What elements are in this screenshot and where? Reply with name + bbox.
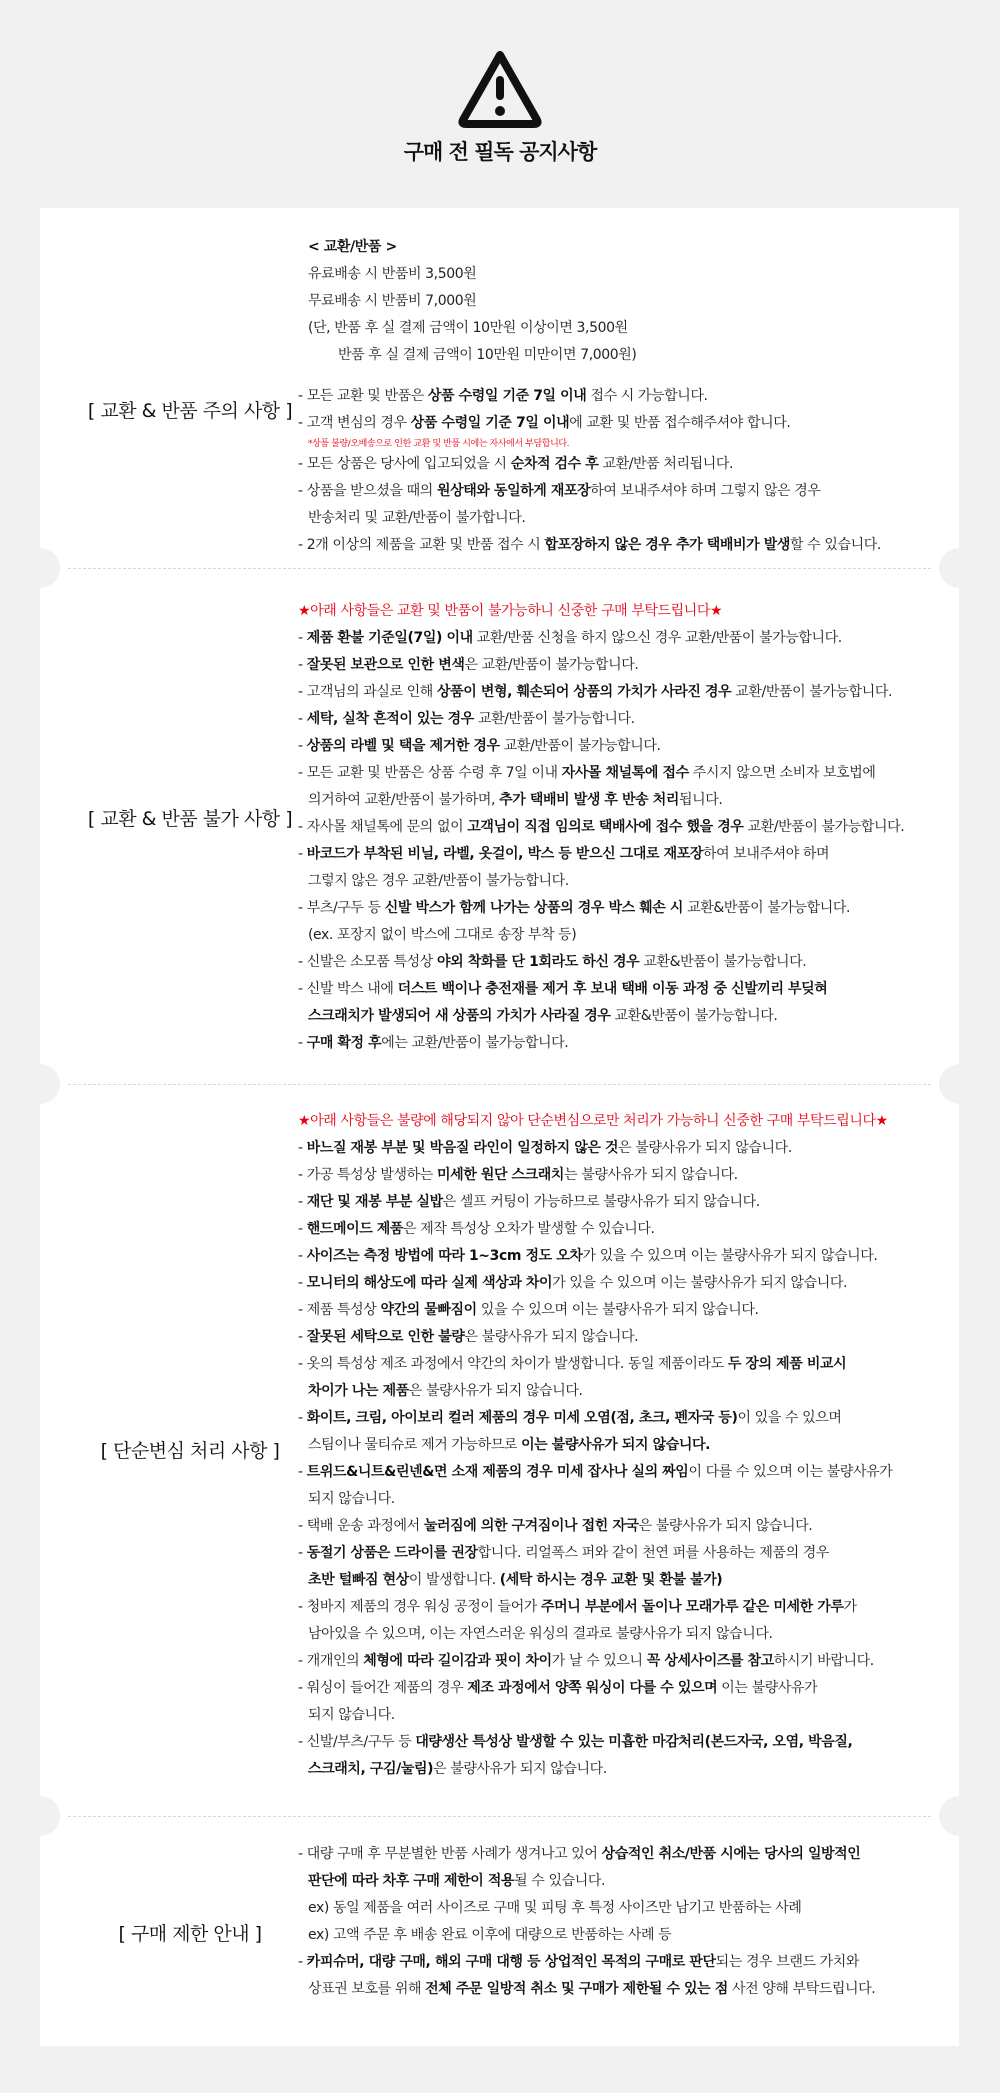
notice-line — [298, 1675, 958, 1702]
emphasis-text: 상습적인 취소/반품 시에는 당사의 일방적인 — [601, 1846, 861, 1862]
line-text: - 제품 특성상 — [298, 1302, 381, 1318]
page-title: 구매 전 필독 공지사항 — [403, 140, 597, 164]
notice-line — [298, 288, 958, 315]
line-text: 교환/반품이 불가능합니다. — [499, 738, 661, 754]
notice-line — [298, 787, 958, 814]
line-text: - — [298, 738, 307, 754]
line-text: - 고객님의 과실로 인해 — [298, 684, 437, 700]
line-text: - 부츠/구두 등 — [298, 900, 385, 916]
notice-line — [298, 679, 958, 706]
emphasis-text: 더스트 백이나 충전재를 제거 후 보내 택배 이동 과정 중 신발끼리 부딪혀 — [397, 981, 828, 997]
line-text: 가 날 수 있으니 — [551, 1653, 647, 1669]
notice-line — [298, 652, 958, 679]
section-simple-change — [40, 1084, 959, 1820]
emphasis-text: 세탁, 실착 흔적이 있는 경우 — [306, 711, 474, 727]
line-text: - 워싱이 들어간 제품의 경우 — [298, 1680, 468, 1696]
notice-line — [298, 1922, 958, 1949]
line-text: 교환&반품이 불가능합니다. — [639, 954, 807, 970]
line-spacer — [298, 369, 958, 383]
emphasis-text: 이는 불량사유가 되지 않습니다. — [521, 1437, 711, 1453]
notice-line — [298, 1486, 958, 1513]
line-text: 이 다를 수 있으며 이는 불량사유가 — [688, 1464, 893, 1480]
line-text: - — [298, 1275, 307, 1291]
emphasis-text: 상품의 라벨 및 택을 제거한 경우 — [306, 738, 500, 754]
notice-line — [298, 1270, 958, 1297]
notice-line — [298, 1594, 958, 1621]
line-text: 그렇지 않은 경우 교환/반품이 불가능합니다. — [308, 873, 569, 889]
emphasis-text: 약간의 물빠짐이 — [380, 1302, 477, 1318]
notice-line — [298, 410, 958, 437]
emphasis-text: 순차적 검수 후 — [510, 456, 599, 472]
line-text: 남아있을 수 있으며, 이는 자연스러운 워싱의 결과로 불량사유가 되지 않습니다. — [308, 1626, 773, 1642]
card-notch — [939, 548, 979, 588]
emphasis-text: 고객님이 직접 임의로 택배사에 접수 했을 경우 — [467, 819, 744, 835]
line-text: 은 불량사유가 되지 않습니다. — [618, 1140, 792, 1156]
line-text: - — [298, 1329, 307, 1345]
emphasis-text: 잘못된 세탁으로 인한 불량 — [306, 1329, 465, 1345]
notice-line — [298, 478, 958, 505]
notice-line — [298, 760, 958, 787]
line-text: (ex. 포장지 없이 박스에 그대로 송장 부착 등) — [308, 927, 577, 943]
line-text: 은 불량사유가 되지 않습니다. — [464, 1329, 639, 1345]
line-text: - 개개인의 — [298, 1653, 364, 1669]
line-text: 가 있을 수 있으며 이는 불량사유가 되지 않습니다. — [582, 1248, 878, 1264]
notice-line — [298, 895, 958, 922]
emphasis-text: 스크래치, 구김/눌림) — [308, 1761, 434, 1777]
card-notch — [20, 1796, 60, 1836]
card-notch — [20, 548, 60, 588]
line-text: 교환/반품이 불가능합니다. — [731, 684, 893, 700]
line-text: ex) 고액 주문 후 배송 완료 이후에 대량으로 반품하는 사례 등 — [308, 1927, 672, 1943]
emphasis-text: 사이즈는 측정 방법에 따라 1~3cm 정도 오차 — [306, 1248, 583, 1264]
notice-line — [298, 532, 958, 559]
line-text: 합니다. 리얼폭스 퍼와 같이 천연 퍼를 사용하는 제품의 경우 — [477, 1545, 830, 1561]
notice-line — [298, 234, 958, 261]
emphasis-text: 야외 착화를 단 1회라도 하신 경우 — [436, 954, 640, 970]
line-text: - 자사몰 채널톡에 문의 없이 — [298, 819, 468, 835]
notice-line — [298, 342, 958, 369]
section-label: [ 교환 & 반품 불가 사항 ] — [87, 808, 293, 830]
line-text: 유료배송 시 반품비 3,500원 — [308, 266, 477, 282]
emphasis-text: 화이트, 크림, 아이보리 컬러 제품의 경우 미세 오염(점, 초크, 펜자국 등) — [306, 1410, 738, 1426]
emphasis-text: 트위드&니트&린넨&면 소재 제품의 경우 미세 잡사나 실의 짜임 — [306, 1464, 689, 1480]
notice-line — [298, 1243, 958, 1270]
notice-line — [298, 814, 958, 841]
page-header — [0, 0, 1000, 200]
notice-line — [298, 1729, 958, 1756]
emphasis-text: 바느질 재봉 부분 및 박음질 라인이 일정하지 않은 것 — [306, 1140, 619, 1156]
line-text: 에 교환 및 반품 접수해주셔야 합니다. — [569, 415, 791, 431]
line-text: - 모든 교환 및 반품은 — [298, 388, 428, 404]
line-text: - 옷의 특성상 제조 과정에서 약간의 차이가 발생합니다. 동일 제품이라도 — [298, 1356, 728, 1372]
line-text: - — [298, 1954, 307, 1970]
line-text: - — [298, 1035, 307, 1051]
line-text: 되는 경우 브랜드 가치와 — [715, 1954, 860, 1970]
emphasis-text: 재단 및 재봉 부분 실밥 — [306, 1194, 443, 1210]
line-text: - — [298, 846, 307, 862]
line-text: 무료배송 시 반품비 7,000원 — [308, 293, 477, 309]
line-text: 하시기 바랍니다. — [773, 1653, 874, 1669]
emphasis-text: 제조 과정에서 양쪽 워싱이 다를 수 있으며 — [467, 1680, 718, 1696]
line-text: 될 수 있습니다. — [514, 1873, 606, 1889]
notice-line — [298, 1702, 958, 1729]
line-text: 반송처리 및 교환/반품이 불가합니다. — [308, 510, 526, 526]
emphasis-text: 스크래치가 발생되어 새 상품의 가치가 사라질 경우 — [308, 1008, 611, 1024]
line-text: - 택배 운송 과정에서 — [298, 1518, 424, 1534]
notice-line — [298, 1216, 958, 1243]
notice-line — [298, 1648, 958, 1675]
section-body — [298, 598, 958, 1057]
line-text: (단, 반품 후 실 결제 금액이 10만원 이상이면 3,500원 — [308, 320, 628, 336]
section-exchange-impossible — [40, 568, 959, 1070]
emphasis-text: 판단에 따라 차후 구매 제한이 적용 — [308, 1873, 515, 1889]
line-text: 가 — [843, 1599, 857, 1615]
warning-triangle-icon — [456, 48, 544, 130]
line-text: - — [298, 630, 307, 646]
notice-line — [298, 315, 958, 342]
line-text: - 신발은 소모품 특성상 — [298, 954, 437, 970]
section-body — [298, 1108, 958, 1783]
emphasis-text: < 교환/반품 > — [308, 239, 397, 255]
card-notch — [939, 1064, 979, 1104]
line-text: - — [298, 1248, 307, 1264]
notice-line — [298, 1378, 958, 1405]
emphasis-text: 눌러짐에 의한 구겨짐이나 접힌 자국 — [423, 1518, 639, 1534]
emphasis-text: 상품이 변형, 훼손되어 상품의 가치가 사라진 경우 — [436, 684, 732, 700]
line-text: 은 교환/반품이 불가능합니다. — [464, 657, 639, 673]
section-label: [ 교환 & 반품 주의 사항 ] — [87, 400, 293, 422]
emphasis-text: (세탁 하시는 경우 교환 및 환불 불가) — [499, 1572, 723, 1588]
emphasis-text: 전체 주문 일방적 취소 및 구매가 제한될 수 있는 점 — [425, 1981, 728, 1997]
notice-line — [298, 383, 958, 410]
line-text: - — [298, 1194, 307, 1210]
notice-line — [298, 1135, 958, 1162]
notice-line — [298, 1189, 958, 1216]
line-text: - 청바지 제품의 경우 워싱 공정이 들어가 — [298, 1599, 541, 1615]
line-text: 할 수 있습니다. — [789, 537, 881, 553]
notice-line — [298, 1540, 958, 1567]
notice-line — [298, 1976, 958, 2003]
section-body — [298, 1841, 958, 2003]
section-purchase-limit — [40, 1816, 959, 2046]
line-text: - — [298, 1410, 307, 1426]
notice-line — [298, 922, 958, 949]
emphasis-text: 차이가 나는 제품 — [308, 1383, 409, 1399]
line-text: - — [298, 1221, 307, 1237]
emphasis-text: 두 장의 제품 비교시 — [727, 1356, 847, 1372]
notice-line — [298, 451, 958, 478]
line-text: - 가공 특성상 발생하는 — [298, 1167, 437, 1183]
section-body — [298, 234, 958, 559]
section-label: [ 단순변심 처리 사항 ] — [100, 1440, 280, 1462]
line-text: - 대량 구매 후 무분별한 반품 사례가 생겨나고 있어 — [298, 1846, 602, 1862]
notice-line — [298, 1513, 958, 1540]
emphasis-text: 구매 확정 후 — [306, 1035, 382, 1051]
notice-line — [298, 1108, 958, 1135]
emphasis-text: 체형에 따라 길이감과 핏이 차이 — [363, 1653, 552, 1669]
line-text: ★아래 사항들은 교환 및 반품이 불가능하니 신중한 구매 부탁드립니다★ — [298, 603, 723, 619]
notice-line — [298, 1324, 958, 1351]
line-text: 되지 않습니다. — [308, 1707, 395, 1723]
line-text: 은 불량사유가 되지 않습니다. — [433, 1761, 607, 1777]
line-text: 하여 보내주셔야 하며 그렇지 않은 경우 — [590, 483, 821, 499]
emphasis-text: 꼭 상세사이즈를 참고 — [646, 1653, 774, 1669]
line-text: - 신발/부츠/구두 등 — [298, 1734, 416, 1750]
line-text: 되지 않습니다. — [308, 1491, 395, 1507]
emphasis-text: 자사몰 채널톡에 접수 — [561, 765, 689, 781]
emphasis-text: 핸드메이드 제품 — [306, 1221, 404, 1237]
line-text: 교환/반품 신청을 하지 않으신 경우 교환/반품이 불가능합니다. — [472, 630, 842, 646]
line-text: 있을 수 있으며 이는 불량사유가 되지 않습니다. — [476, 1302, 759, 1318]
notice-line — [298, 625, 958, 652]
line-text: 스팀이나 물티슈로 제거 가능하므로 — [308, 1437, 522, 1453]
line-text: - 모든 교환 및 반품은 상품 수령 후 7일 이내 — [298, 765, 562, 781]
emphasis-text: 바코드가 부착된 비닐, 라벨, 옷걸이, 박스 등 받으신 그대로 재포장 — [306, 846, 703, 862]
emphasis-text: 상품 수령일 기준 7일 이내 — [427, 388, 587, 404]
line-text: 사전 양해 부탁드립니다. — [727, 1981, 876, 1997]
line-text: - — [298, 657, 307, 673]
line-text: 교환/반품이 불가능합니다. — [473, 711, 635, 727]
line-text: 됩니다. — [679, 792, 723, 808]
notice-line — [298, 598, 958, 625]
notice-line — [298, 733, 958, 760]
line-text: - — [298, 1545, 307, 1561]
emphasis-text: 미세한 원단 스크래치 — [436, 1167, 565, 1183]
emphasis-text: 추가 택배비 발생 후 반송 처리 — [499, 792, 679, 808]
notice-line — [298, 1162, 958, 1189]
line-text: 은 셀프 커팅이 가능하므로 불량사유가 되지 않습니다. — [442, 1194, 760, 1210]
notice-line — [298, 1868, 958, 1895]
line-text: 은 불량사유가 되지 않습니다. — [638, 1518, 813, 1534]
emphasis-text: 초반 털빠짐 현상 — [308, 1572, 409, 1588]
notice-line — [298, 1841, 958, 1868]
notice-line — [298, 437, 958, 451]
emphasis-text: 카피슈머, 대량 구매, 해외 구매 대행 등 상업적인 목적의 구매로 판단 — [306, 1954, 716, 1970]
notice-line — [298, 1756, 958, 1783]
line-text: ★아래 사항들은 불량에 해당되지 않아 단순변심으로만 처리가 가능하니 신중한 구매 부탁드립니다★ — [298, 1113, 888, 1129]
line-text: 접수 시 가능합니다. — [586, 388, 708, 404]
line-text: 이는 불량사유가 — [717, 1680, 818, 1696]
notice-line — [298, 949, 958, 976]
notice-line — [298, 1895, 958, 1922]
notice-line — [298, 1405, 958, 1432]
line-text: 반품 후 실 결제 금액이 10만원 미만이면 7,000원) — [338, 347, 637, 363]
line-text: 는 불량사유가 되지 않습니다. — [564, 1167, 738, 1183]
line-text: 의거하여 교환/반품이 불가하며, — [308, 792, 500, 808]
emphasis-text: 원상태와 동일하게 재포장 — [436, 483, 591, 499]
line-text: 교환&반품이 불가능합니다. — [610, 1008, 778, 1024]
emphasis-text: 잘못된 보관으로 인한 변색 — [306, 657, 465, 673]
line-text: - — [298, 1140, 307, 1156]
line-text: ex) 동일 제품을 여러 사이즈로 구매 및 피팅 후 특정 사이즈만 남기고 반품하는 사례 — [308, 1900, 802, 1916]
line-text: - 모든 상품은 당사에 입고되었을 시 — [298, 456, 511, 472]
emphasis-text: 신발 박스가 함께 나가는 상품의 경우 박스 훼손 시 — [384, 900, 684, 916]
emphasis-text: 모니터의 해상도에 따라 실제 색상과 차이 — [306, 1275, 553, 1291]
notice-line — [298, 1030, 958, 1057]
line-text: 주시지 않으면 소비자 보호법에 — [688, 765, 876, 781]
line-text: 가 있을 수 있으며 이는 불량사유가 되지 않습니다. — [552, 1275, 848, 1291]
line-text: - 2개 이상의 제품을 교환 및 반품 접수 시 — [298, 537, 545, 553]
notice-line — [298, 1949, 958, 1976]
section-label: [ 구매 제한 안내 ] — [118, 1923, 262, 1945]
line-text: - 상품을 받으셨을 때의 — [298, 483, 437, 499]
line-text: 에는 교환/반품이 불가능합니다. — [381, 1035, 569, 1051]
emphasis-text: 상품 수령일 기준 7일 이내 — [410, 415, 570, 431]
line-text: 교환/반품 처리됩니다. — [598, 456, 733, 472]
line-text: 하여 보내주셔야 하며 — [702, 846, 830, 862]
card-notch — [20, 1064, 60, 1104]
line-text: 이 있을 수 있으며 — [737, 1410, 842, 1426]
line-text: 상표권 보호를 위해 — [308, 1981, 426, 1997]
line-text: - — [298, 711, 307, 727]
notice-line — [298, 1459, 958, 1486]
notice-line — [298, 505, 958, 532]
line-text: 은 제작 특성상 오차가 발생할 수 있습니다. — [403, 1221, 655, 1237]
line-text: 이 발생합니다. — [408, 1572, 500, 1588]
emphasis-text: 대량생산 특성상 발생할 수 있는 미흡한 마감처리(본드자국, 오염, 박음질, — [415, 1734, 853, 1750]
line-text: - 신발 박스 내에 — [298, 981, 398, 997]
notice-line — [298, 261, 958, 288]
notice-line — [298, 1567, 958, 1594]
notice-line — [298, 1432, 958, 1459]
notice-line — [298, 976, 958, 1003]
notice-line — [298, 706, 958, 733]
notice-line — [298, 1621, 958, 1648]
card-notch — [939, 1796, 979, 1836]
notice-line — [298, 841, 958, 868]
notice-line — [298, 1351, 958, 1378]
emphasis-text: 동절기 상품은 드라이를 권장 — [306, 1545, 478, 1561]
notice-card — [40, 208, 959, 2046]
line-text: - — [298, 1464, 307, 1480]
line-text: 교환/반품이 불가능합니다. — [743, 819, 905, 835]
emphasis-text: 주머니 부분에서 돌이나 모래가루 같은 미세한 가루 — [541, 1599, 844, 1615]
notice-line — [298, 1297, 958, 1324]
emphasis-text: 합포장하지 않은 경우 추가 택배비가 발생 — [544, 537, 790, 553]
notice-line — [298, 1003, 958, 1030]
line-text: - 고객 변심의 경우 — [298, 415, 411, 431]
section-exchange-caution — [40, 208, 959, 568]
line-text: *상품 불량/오배송으로 인한 교환 및 반품 시에는 자사에서 부담합니다. — [308, 439, 570, 449]
line-text: 은 불량사유가 되지 않습니다. — [408, 1383, 583, 1399]
emphasis-text: 제품 환불 기준일(7일) 이내 — [306, 630, 473, 646]
notice-line — [298, 868, 958, 895]
line-text: 교환&반품이 불가능합니다. — [683, 900, 851, 916]
